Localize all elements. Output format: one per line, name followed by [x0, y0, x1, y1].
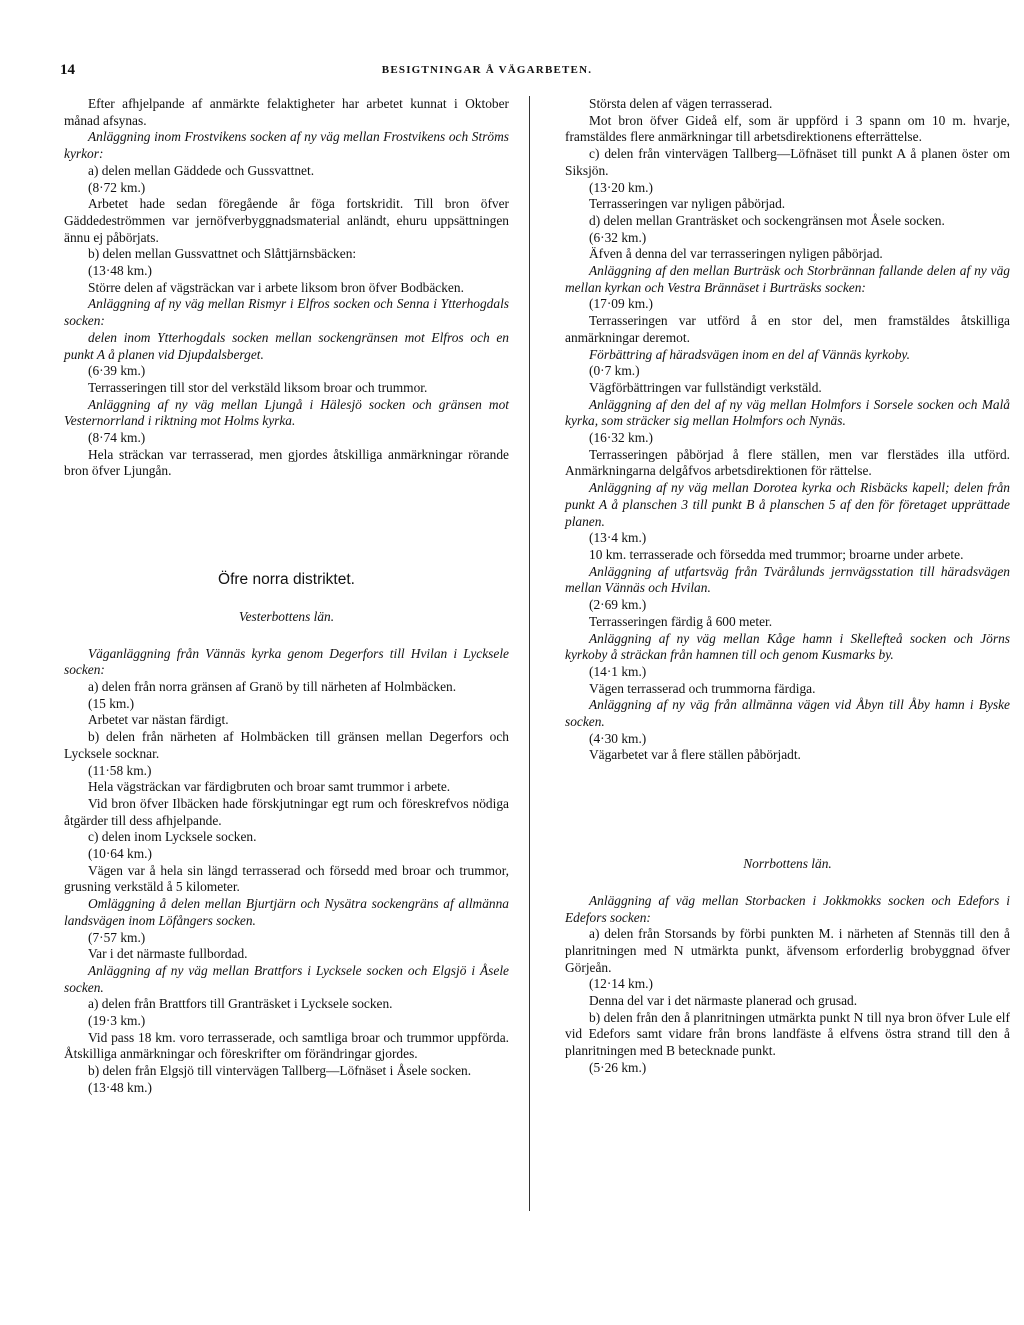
entry-heading: Anläggning af ny väg mellan Ljungå i Hälesjö socken och gränsen mot Vesternorrland i riktning mot Holms kyrka.	[64, 396, 509, 429]
paragraph: a) delen mellan Gäddede och Gussvattnet.	[88, 162, 315, 178]
paragraph: a) delen från norra gränsen af Granö by till närheten af Holmbäcken.	[88, 678, 457, 694]
paragraph: (19·3 km.)	[88, 1013, 146, 1029]
paragraph: (4·30 km.)	[589, 730, 647, 746]
section-gap	[64, 626, 509, 646]
paragraph: Största delen af vägen terrasserad.	[589, 96, 773, 111]
section-gap	[565, 873, 1010, 893]
paragraph: Terrasseringen till stor del verkstäld liksom broar och trummor.	[88, 379, 428, 395]
paragraph: (10·64 km.)	[88, 846, 152, 862]
subsection-heading: Norrbottens län.	[743, 856, 832, 872]
entry-heading: Anläggning af utfartsväg från Tvärålunds jernvägsstation till häradsvägen mellan Vännäs och Hvilan.	[565, 563, 1010, 596]
paragraph: (13·4 km.)	[589, 530, 647, 546]
paragraph: b) delen från Elgsjö till vintervägen Tallberg—Löfnäset i Åsele socken.	[88, 1063, 472, 1079]
left-column	[64, 96, 509, 1097]
paragraph: Efter afhjelpande af anmärkte felaktigheter har arbetet kunnat i Oktober månad afsynas.	[64, 96, 509, 128]
paragraph: (2·69 km.)	[589, 597, 647, 613]
paragraph: (5·26 km.)	[589, 1059, 647, 1075]
entry-heading: Väganläggning från Vännäs kyrka genom Degerfors till Hvilan i Lycksele socken:	[64, 645, 509, 678]
column-divider	[529, 96, 530, 1211]
entry-heading: Förbättring af häradsvägen inom en del af Vännäs kyrkoby.	[589, 346, 910, 362]
section-gap	[64, 480, 509, 572]
paragraph: Terrasseringen påbörjad å flere ställen, men var flerstädes illa utförd. Anmärkningarna delgåfvos arbetsdirektionen för rättelse.	[565, 446, 1010, 479]
paragraph: b) delen från närheten af Holmbäcken till gränsen mellan Degerfors och Lycksele socknar.	[64, 729, 509, 761]
paragraph: c) delen från vintervägen Tallberg—Löfnäset till punkt A å planen öster om Siksjön.	[565, 146, 1010, 178]
section-gap	[64, 589, 509, 609]
entry-heading: Anläggning af den mellan Burträsk och Storbrännan fallande delen af ny väg mellan kyrkan och Vestra Brännäset i Burträsks socken:	[565, 263, 1010, 295]
paragraph: (13·48 km.)	[88, 1079, 152, 1095]
paragraph: 10 km. terrasserade och försedda med trummor; broarne under arbete.	[589, 546, 964, 562]
entry-heading: Anläggning af den del af ny väg mellan Holmfors i Sorsele socken och Malå kyrka, som sträcker sig mellan Holmfors och Nynäs.	[565, 396, 1010, 429]
paragraph: (8·72 km.)	[88, 179, 146, 195]
paragraph: Vägen var å hela sin längd terrasserad och försedd med broar och trummor, grusning verkstäld å 5 kilometer.	[64, 862, 509, 895]
entry-heading: Anläggning af ny väg mellan Rismyr i Elfros socken och Senna i Ytterhogdals socken:	[64, 296, 509, 329]
paragraph: Större delen af vägsträckan var i arbete liksom bron öfver Bodbäcken.	[88, 279, 464, 295]
paragraph: Vägarbetet var å flere ställen påbörjadt.	[589, 747, 801, 763]
running-head: BESIGTNINGAR Å VÄGARBETEN.	[381, 64, 593, 76]
paragraph: (13·20 km.)	[589, 179, 653, 195]
paragraph: (14·1 km.)	[589, 663, 647, 679]
paragraph: Vid bron öfver Ilbäcken hade förskjutningar egt rum och föreskrefvos nödiga åtgärder till dess afhjelpande.	[64, 795, 509, 828]
section-gap	[565, 764, 1010, 856]
paragraph: (16·32 km.)	[589, 430, 653, 446]
paragraph: c) delen inom Lycksele socken.	[88, 829, 257, 845]
entry-heading: Anläggning af ny väg mellan Brattfors i Lycksele socken och Elgsjö i Åsele socken.	[64, 962, 509, 995]
paragraph: (15 km.)	[88, 695, 135, 711]
paragraph: Vägen terrasserad och trummorna färdiga.	[589, 680, 816, 696]
entry-heading: Anläggning af väg mellan Storbacken i Jokkmokks socken och Edefors i Edefors socken:	[565, 892, 1010, 925]
entry-heading: Anläggning af ny väg mellan Dorotea kyrka och Risbäcks kapell; delen från punkt A å planschen 3 till punkt B å planschen 5 af den för företaget upprättade planen.	[565, 480, 1010, 529]
paragraph: a) delen från Brattfors till Granträsket i Lycksele socken.	[88, 996, 393, 1012]
paragraph: (11·58 km.)	[88, 762, 152, 778]
paragraph: Arbetet var nästan färdigt.	[88, 712, 229, 728]
paragraph: Var i det närmaste fullbordad.	[88, 946, 248, 962]
page-number: 14	[60, 62, 75, 78]
paragraph: Vägförbättringen var fullständigt verkstäld.	[589, 379, 822, 395]
paragraph: (6·32 km.)	[589, 229, 647, 245]
paragraph: d) delen mellan Granträsket och sockengränsen mot Åsele socken.	[589, 212, 945, 228]
paragraph: a) delen från Storsands by förbi punkten M. i närheten af Stennäs till den å planritningen med N utmärkta punkt, äfvensom erforderlig brobyggnad öfver Görjeån.	[565, 926, 1010, 975]
paragraph: b) delen från den å planritningen utmärkta punkt N till nya bron öfver Lule elf vid Edefors samt vidare från brons landfäste å elfvens östra strand till den å planritningen med B betecknade punkt.	[565, 1009, 1010, 1059]
paragraph: Arbetet hade sedan föregående år föga fortskridit. Till bron öfver Gäddedeströmmen var jernöfverbyggnadsmaterial anländt, ehuru uppsättningen ännu ej påbörjats.	[64, 196, 509, 245]
paragraph: (12·14 km.)	[589, 976, 653, 992]
paragraph: b) delen mellan Gussvattnet och Slåttjärnsbäcken:	[88, 246, 357, 262]
page-header	[60, 62, 914, 84]
paragraph: Vid pass 18 km. voro terrasserade, och samtliga broar och trummor uppförda. Åtskilliga anmärkningar och föreskrifter om förändringar gjordes.	[64, 1029, 509, 1062]
paragraph: (7·57 km.)	[88, 929, 146, 945]
paragraph: Terrasseringen var utförd å en stor del, men framstäldes åtskilliga anmärkningar deremot.	[565, 313, 1010, 345]
paragraph: Terrasseringen färdig å 600 meter.	[589, 613, 773, 629]
paragraph: Terrasseringen var nyligen påbörjad.	[589, 196, 786, 212]
entry-heading: Omläggning å delen mellan Bjurtjärn och Nysätra sockengräns af allmänna landsvägen inom Löfångers socken.	[64, 896, 509, 928]
paragraph: Denna del var i det närmaste planerad och grusad.	[589, 993, 858, 1009]
paragraph: (6·39 km.)	[88, 363, 146, 379]
paragraph: (13·48 km.)	[88, 263, 152, 279]
section-title: Öfre norra distriktet.	[218, 571, 355, 589]
paragraph: Hela vägsträckan var färdigbruten och broar samt trummor i arbete.	[88, 779, 451, 795]
right-column	[565, 96, 1010, 1077]
paragraph: (0·7 km.)	[589, 363, 640, 379]
paragraph: Hela sträckan var terrasserad, men gjordes åtskilliga anmärkningar rörande bron öfver Ljungån.	[64, 446, 509, 479]
paragraph: (8·74 km.)	[88, 430, 146, 446]
subsection-heading: Vesterbottens län.	[238, 608, 335, 624]
entry-heading: Anläggning af ny väg mellan Kåge hamn i Skellefteå socken och Jörns kyrkoby å sträckan från hamnen till och genom Kusmarks by.	[565, 630, 1010, 663]
entry-heading: delen inom Ytterhogdals socken mellan sockengränsen mot Elfros och en punkt A å planen vid Djupdalsberget.	[64, 329, 509, 362]
paragraph: Mot bron öfver Gideå elf, som är uppförd i 3 spann om 10 m. hvarje, framstäldes flere anmärkningar till arbetsdirektionens efterrättelse.	[565, 112, 1010, 145]
paragraph: Äfven å denna del var terrasseringen nyligen påbörjad.	[589, 246, 883, 262]
entry-heading: Anläggning af ny väg från allmänna vägen vid Åbyn till Åby hamn i Byske socken.	[565, 697, 1010, 730]
paragraph: (17·09 km.)	[589, 296, 653, 312]
entry-heading: Anläggning inom Frostvikens socken af ny väg mellan Frostvikens och Ströms kyrkor:	[64, 129, 509, 162]
